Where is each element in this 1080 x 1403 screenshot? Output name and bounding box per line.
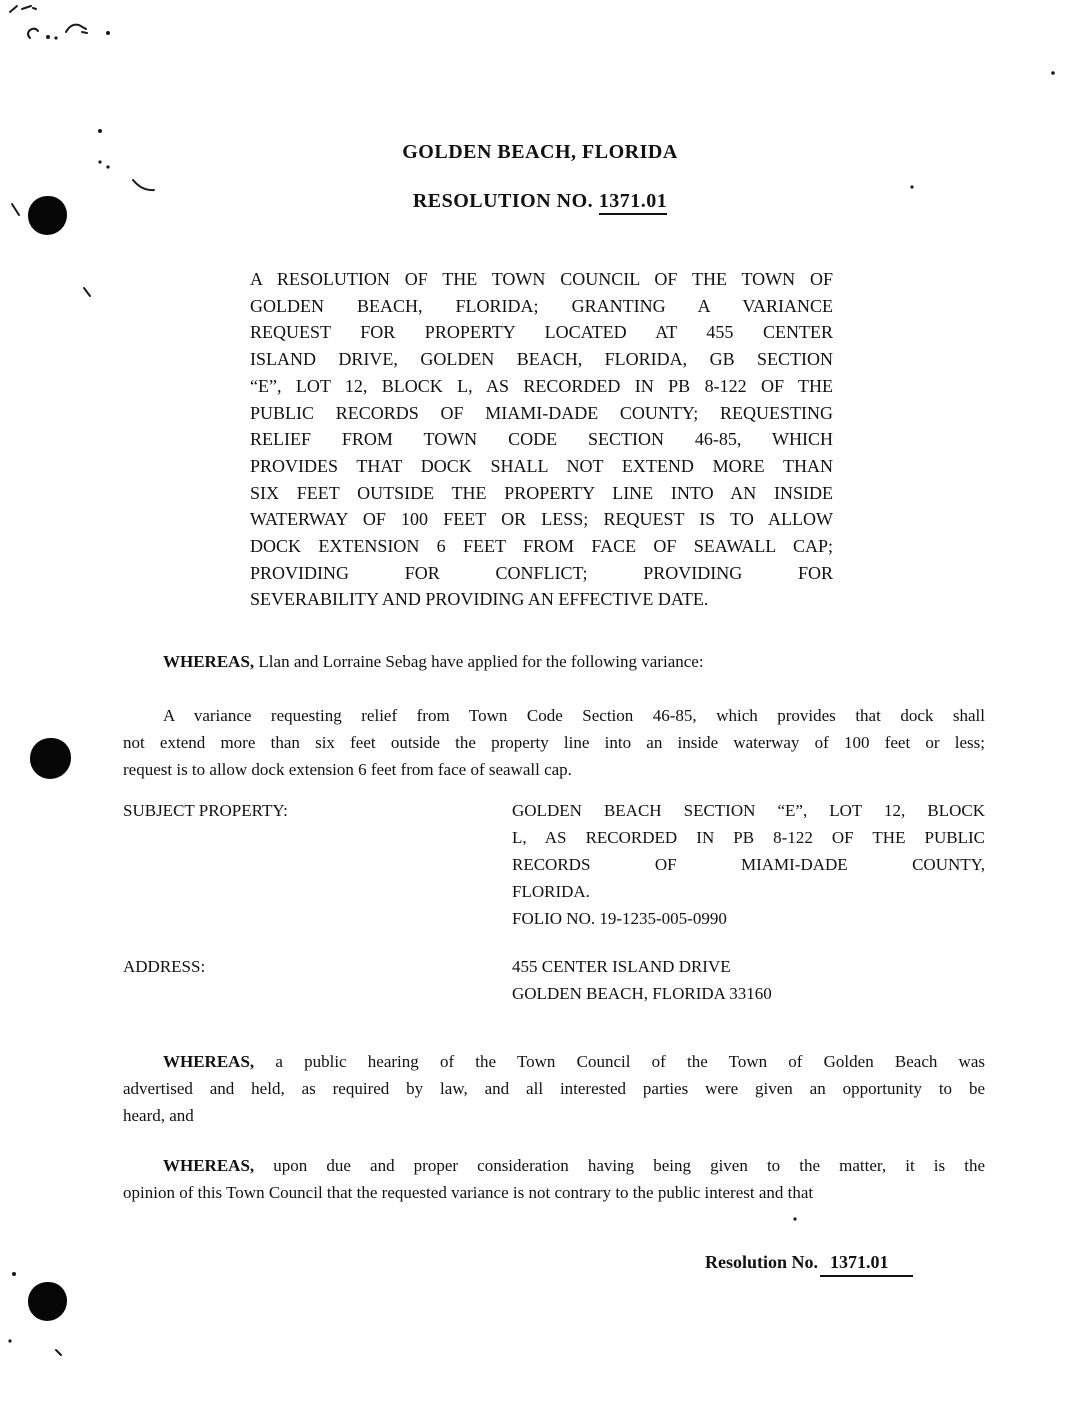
whereas-consideration-continued: opinion of this Town Council that the requested variance is not contrary to the public interest and that (123, 1183, 814, 1202)
whereas-hearing-paragraph (123, 1048, 985, 1129)
address-value: 455 CENTER ISLAND DRIVE GOLDEN BEACH, FLORIDA 33160 (512, 957, 772, 1003)
document-city-title: GOLDEN BEACH, FLORIDA (402, 141, 678, 163)
subject-property-label: SUBJECT PROPERTY: (123, 801, 288, 820)
footer-resolution-value: 1371.01 (820, 1252, 913, 1277)
resolution-heading-label: RESOLUTION NO. (412, 190, 594, 212)
hole-punch-dot-middle (30, 738, 71, 779)
address-label: ADDRESS: (123, 957, 206, 976)
whereas-applied-text: Llan and Lorraine Sebag have applied for the following variance: (254, 652, 704, 671)
whereas-hearing-continued: advertised and held, as required by law, and all interested parties were given an opportunity to be heard, and (123, 1079, 985, 1125)
resolution-heading-number: 1371.01 (599, 190, 668, 215)
subject-property-value: GOLDEN BEACH SECTION “E”, LOT 12, BLOCK L, AS RECORDED IN PB 8-122 OF THE PUBLIC RECORDS OF MIAMI-DADE COUNTY, FLORIDA. FOLIO NO. 19-1235-005-0990 (512, 801, 985, 928)
variance-paragraph: A variance requesting relief from Town Code Section 46-85, which provides that dock shall not extend more than six feet outside the property line into an inside waterway of 100 feet or less; request is to allow dock extension 6 feet from face of seawall cap. (123, 706, 985, 779)
whereas-hearing-first-line (123, 1048, 985, 1075)
whereas-keyword: WHEREAS, (163, 652, 255, 671)
whereas-applied-paragraph (123, 648, 985, 675)
footer-resolution-label: Resolution No. (705, 1252, 819, 1272)
whereas-keyword: WHEREAS, (163, 1156, 255, 1175)
whereas-hearing-first-line-text: a public hearing of the Town Council of the Town of Golden Beach was (254, 1052, 985, 1071)
whereas-consideration-first-line (123, 1152, 985, 1179)
resolution-heading (0, 190, 1080, 213)
whereas-keyword: WHEREAS, (163, 1052, 255, 1071)
whereas-consideration-paragraph (123, 1152, 985, 1206)
footer-resolution-number (705, 1252, 913, 1273)
whereas-consideration-first-line-text: upon due and proper consideration having being given to the matter, it is the (254, 1156, 985, 1175)
hole-punch-dot-bottom (28, 1282, 67, 1321)
resolution-summary: A RESOLUTION OF THE TOWN COUNCIL OF THE TOWN OF GOLDEN BEACH, FLORIDA; GRANTING A VARIANCE REQUEST FOR PROPERTY LOCATED AT 455 CENTER ISLAND DRIVE, GOLDEN BEACH, FLORIDA, GB SECTION “E”, LOT 12, BLOCK L, AS RECORDED IN PB 8-122 OF THE PUBLIC RECORDS OF MIAMI-DADE COUNTY; REQUESTING RELIEF FROM TOWN CODE SECTION 46-85, WHICH PROVIDES THAT DOCK SHALL NOT EXTEND MORE THAN SIX FEET OUTSIDE THE PROPERTY LINE INTO AN INSIDE WATERWAY OF 100 FEET OR LESS; REQUEST IS TO ALLOW DOCK EXTENSION 6 FEET FROM FACE OF SEAWALL CAP; PROVIDING FOR CONFLICT; PROVIDING FOR SEVERABILITY AND PROVIDING AN EFFECTIVE DATE. (250, 269, 833, 610)
